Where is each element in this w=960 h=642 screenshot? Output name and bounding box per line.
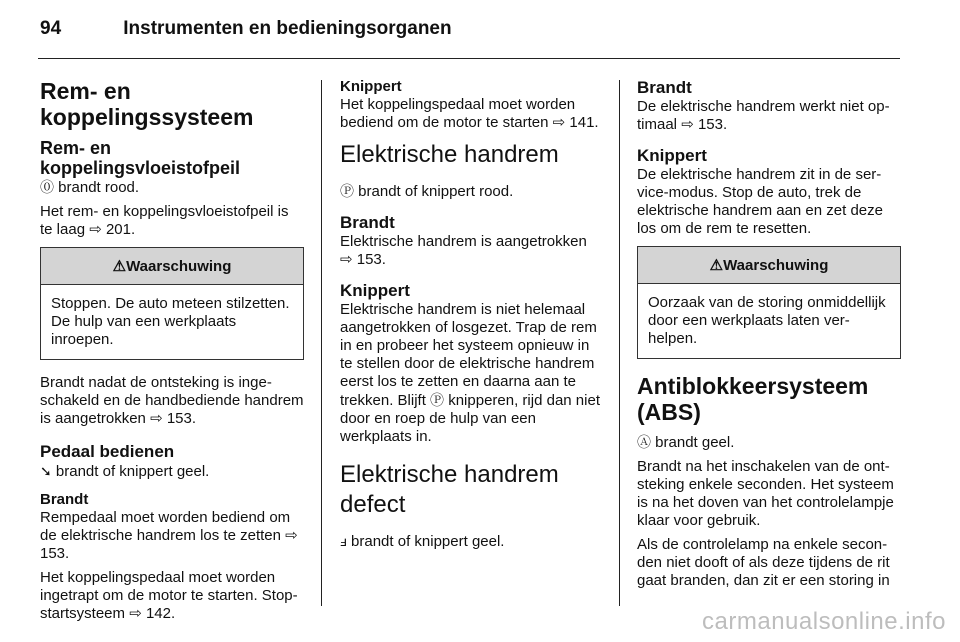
column-3 [637, 78, 901, 596]
page-header-title: Instrumenten en bedieningsorganen [123, 18, 452, 39]
warning-triangle-icon: ⚠ [112, 258, 127, 275]
paragraph: Het koppelingspedaal moet worden ingetrapt om de motor te starten. Stop-startsysteem ⇨ 142. [40, 569, 298, 622]
reference-arrow-icon: ⇨ [89, 221, 102, 238]
warning-box [637, 246, 901, 359]
reference-arrow-icon: ⇨ [340, 251, 353, 268]
paragraph: ⅎ brandt of knippert geel. [340, 533, 505, 550]
page-number: 94 [40, 18, 62, 39]
column-2 [340, 78, 602, 557]
paragraph: ➘ brandt of knippert geel. [40, 463, 210, 480]
subsection-heading: Knippert [340, 78, 402, 95]
paragraph: Ⓟ brandt of knippert rood. [340, 183, 514, 200]
paragraph: Brandt nadat de ontsteking is ingeschakeld en de handbediende handrem is aangetrokken ⇨ 153. [40, 374, 304, 427]
column-divider [619, 80, 620, 606]
paragraph: Het rem- en koppelingsvloeistofpeil is te laag ⇨ 201. [40, 203, 289, 238]
wrench-icon: ⅎ [340, 533, 347, 549]
paragraph: Elektrische handrem is aangetrokken ⇨ 153. [340, 233, 587, 268]
section-heading: Antiblokkeersysteem (ABS) [637, 373, 869, 425]
warning-triangle-icon: ⚠ [709, 257, 724, 274]
subsection-heading: Brandt [340, 213, 395, 232]
abs-icon: Ⓐ [637, 434, 651, 450]
warning-box [40, 247, 304, 360]
subsection-heading: Brandt [40, 491, 89, 508]
paragraph: Als de controlelamp na enkele seconden niet dooft of als deze tijdens de rit gaat branden, dan zit er een storing in [637, 536, 890, 589]
paragraph: De elektrische handrem werkt niet optimaal ⇨ 153. [637, 98, 890, 133]
parking-brake-icon: Ⓟ [340, 183, 354, 199]
paragraph: Rempedaal moet worden bediend om de elektrische handrem los te zetten ⇨ 153. [40, 509, 298, 562]
paragraph: De elektrische handrem zit in de service-modus. Stop de auto, trek de elektrische handrem aan en zet deze los om de rem te resetten. [637, 166, 883, 237]
reference-arrow-icon: ⇨ [681, 116, 694, 133]
page-header [40, 18, 452, 40]
column-divider [321, 80, 322, 606]
subsection-heading: Knippert [340, 281, 410, 300]
subsection-heading: Knippert [637, 146, 707, 165]
warning-title: ⚠Waarschuwing [41, 248, 303, 285]
reference-arrow-icon: ⇨ [285, 527, 298, 544]
foot-pedal-icon: ➘ [40, 463, 52, 479]
paragraph: Elektrische handrem is niet helemaal aangetrokken of losgezet. Trap de rem in en probeer het systeem opnieuw in te stellen door de elektrische handrem eerst los te zetten en daarna aan te trekken. Blijft Ⓟ knipperen, rijd dan niet door en roep de hulp van een werkplaats in. [340, 301, 600, 445]
paragraph: Brandt na het inschakelen van de ontsteking enkele seconden. Het systeem is na het doven van het controlelampje klaar voor gebruik. [637, 458, 894, 529]
subsection-heading: Brandt [637, 78, 692, 97]
paragraph: Het koppelingspedaal moet worden bediend om de motor te starten ⇨ 141. [340, 96, 599, 131]
watermark: carmanualsonline.info [702, 608, 946, 635]
warning-title: ⚠Waarschuwing [638, 247, 900, 284]
warning-body: Stoppen. De auto meteen stilzetten. De hulp van een werkplaats inroepen. [51, 295, 290, 348]
subsection-heading: Pedaal bedienen [40, 442, 175, 461]
paragraph: Ⓐ brandt geel. [637, 434, 735, 451]
brake-circle-icon: ⓪ [40, 179, 54, 195]
reference-arrow-icon: ⇨ [129, 605, 142, 622]
section-heading: Rem- en koppelingssysteem [40, 78, 254, 130]
warning-body: Oorzaak van de storing onmiddellijk door een werkplaats laten verhelpen. [648, 294, 886, 347]
header-rule [38, 58, 900, 59]
paragraph: ⓪ brandt rood. [40, 179, 140, 196]
reference-arrow-icon: ⇨ [552, 114, 566, 131]
reference-arrow-icon: ⇨ [150, 410, 163, 427]
section-heading: Elektrische handrem [340, 141, 559, 168]
section-heading: Elektrische handrem defect [340, 461, 559, 518]
subsection-heading: Rem- en koppelingsvloeistofpeil [40, 138, 241, 178]
parking-brake-icon: Ⓟ [430, 392, 445, 408]
column-1 [40, 78, 304, 629]
